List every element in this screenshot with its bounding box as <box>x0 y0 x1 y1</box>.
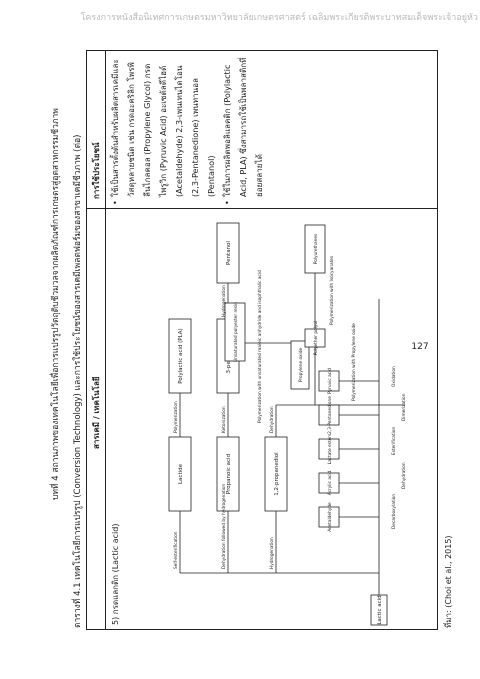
row-label: 5) กรดแลกติก (Lactic acid) <box>111 523 120 625</box>
label-decarboxylation: Decarboxylation <box>392 493 397 529</box>
table-header-row <box>87 51 106 629</box>
label-polymerization: Polymerization <box>174 401 179 433</box>
label-hydrogenation: Hydrogenation <box>270 537 275 569</box>
node-propanediol <box>265 437 287 511</box>
label-dehydration-hydrogenation: Dehydration followed by hydrogenation <box>222 483 227 569</box>
label-dehydration: Dehydration <box>402 462 407 489</box>
node-propanoic-acid <box>217 437 239 511</box>
svg-text:1,2-propanediol: 1,2-propanediol <box>274 452 280 496</box>
rotated-content <box>46 50 458 630</box>
label-polymerization-unsaturated: Polymerization with unsaturated maleic anhydride and isophthalic acid <box>258 270 263 423</box>
conversion-table <box>86 50 438 630</box>
svg-text:Lactide: Lactide <box>178 463 184 485</box>
svg-text:Acrylic acid: Acrylic acid <box>328 470 333 496</box>
node-polylactic-acid <box>169 319 191 393</box>
node-label: Lactic acid <box>377 595 383 625</box>
label-self-esterification: Self-esterification <box>174 531 179 569</box>
node-acrylic-acid <box>319 470 339 495</box>
node-pyruvic-acid <box>319 368 339 394</box>
uses-column <box>107 55 267 205</box>
label-oxidation: Oxidation <box>392 366 397 387</box>
svg-text:Pyruvic acid: Pyruvic acid <box>328 367 333 395</box>
label-dehydration-2: Dehydration <box>270 406 275 433</box>
node-pentanedione <box>319 396 339 434</box>
column-header-uses: การใช้ประโยชน์ <box>92 142 101 199</box>
node-polyurethanes <box>305 225 325 273</box>
node-pentanol <box>217 223 239 283</box>
svg-text:Propylene oxide: Propylene oxide <box>299 347 304 383</box>
node-unsaturated-polyester-resin <box>225 302 245 362</box>
node-acetaldehyde <box>319 502 339 532</box>
node-lactide <box>169 437 191 511</box>
label-polymerization-propylene: Polymerization with Propylene oxide <box>352 323 357 401</box>
conversion-flow-diagram <box>105 209 437 629</box>
label-dimerization: Dimerization <box>402 393 407 421</box>
svg-text:Unsaturated polyester resin: Unsaturated polyester resin <box>234 302 239 362</box>
svg-text:Pentanol: Pentanol <box>226 241 232 265</box>
chapter-title: บทที่ 4 สถานภาพของเทคโนโลยีเพื่อการแปรรูปวัตถุดิบชีวมวลจากผลิตภัณฑ์การเกษตรสู่อุตสาหกรรมชีวภาพ <box>51 108 61 500</box>
svg-text:Acetaldehyde: Acetaldehyde <box>328 502 333 532</box>
connector-lines <box>180 273 405 595</box>
table-source: ที่มา: (Choi et al., 2015) <box>444 535 453 628</box>
svg-text:Polyurethanes: Polyurethanes <box>314 233 319 265</box>
page-header: โครงการหนังสือนิเทศการเกษตรมหาวิทยาลัยเกษตรศาสตร์ เฉลิมพระเกียรติพระบาทสมเด็จพระเจ้าอยู่หัว <box>80 13 478 23</box>
svg-text:Polylactic acid (PLA): Polylactic acid (PLA) <box>178 328 184 384</box>
table-caption: ตารางที่ 4.1 เทคโนโลยีการแปรรูป (Conversion Technology) และการใช้ประโยชน์ของสารเคมีเพลตฟอร์มของสาขาเคมีชีวภาพ (ต่อ) <box>73 134 83 628</box>
label-ketonization: Ketonization <box>222 406 227 433</box>
svg-text:2,3-Pentanedione: 2,3-Pentanedione <box>328 396 333 434</box>
node-lactate-esters <box>319 433 339 464</box>
svg-text:Propanoic acid: Propanoic acid <box>226 453 232 495</box>
node-propylene-oxide <box>291 341 309 389</box>
node-lactic-acid <box>371 595 387 625</box>
page-number: 127 <box>411 342 429 352</box>
uses-item: • ใช้เป็นสารตั้งต้นสำหรับผลิตสารเคมีและวัสดุหลายชนิด เช่น กรดอะคริลิก โพรพิลีนไกลคอล (Propylene Glycol) กรดไพรูวิก (Pyruvic Acid) อะเซตัลดีไฮด์ (Acetaldehyde) 2,3-เพนเทนไดโอน (2,3-Pentanedione) เพนทานอล (Pentanol) <box>107 55 219 205</box>
label-polymerization-isocyanates: Polymerization with Isocyanates <box>330 255 335 325</box>
label-esterification: Esterification <box>392 426 397 455</box>
uses-item: • ใช้ในการผลิตพอลิแลคติก (Polylactic Acid, PLA) ซึ่งสามารถใช้เป็นพลาสติกที่ย่อยสลายได้ <box>219 55 267 205</box>
label-hydrogenation-2: Hydrogenation <box>222 285 227 317</box>
branch-labels <box>173 366 407 569</box>
svg-text:Polyether polyol: Polyether polyol <box>314 320 319 356</box>
svg-text:Lactate esters: Lactate esters <box>328 433 333 465</box>
column-header-technology: สารเคมี / เทคโนโลยี <box>92 376 101 449</box>
